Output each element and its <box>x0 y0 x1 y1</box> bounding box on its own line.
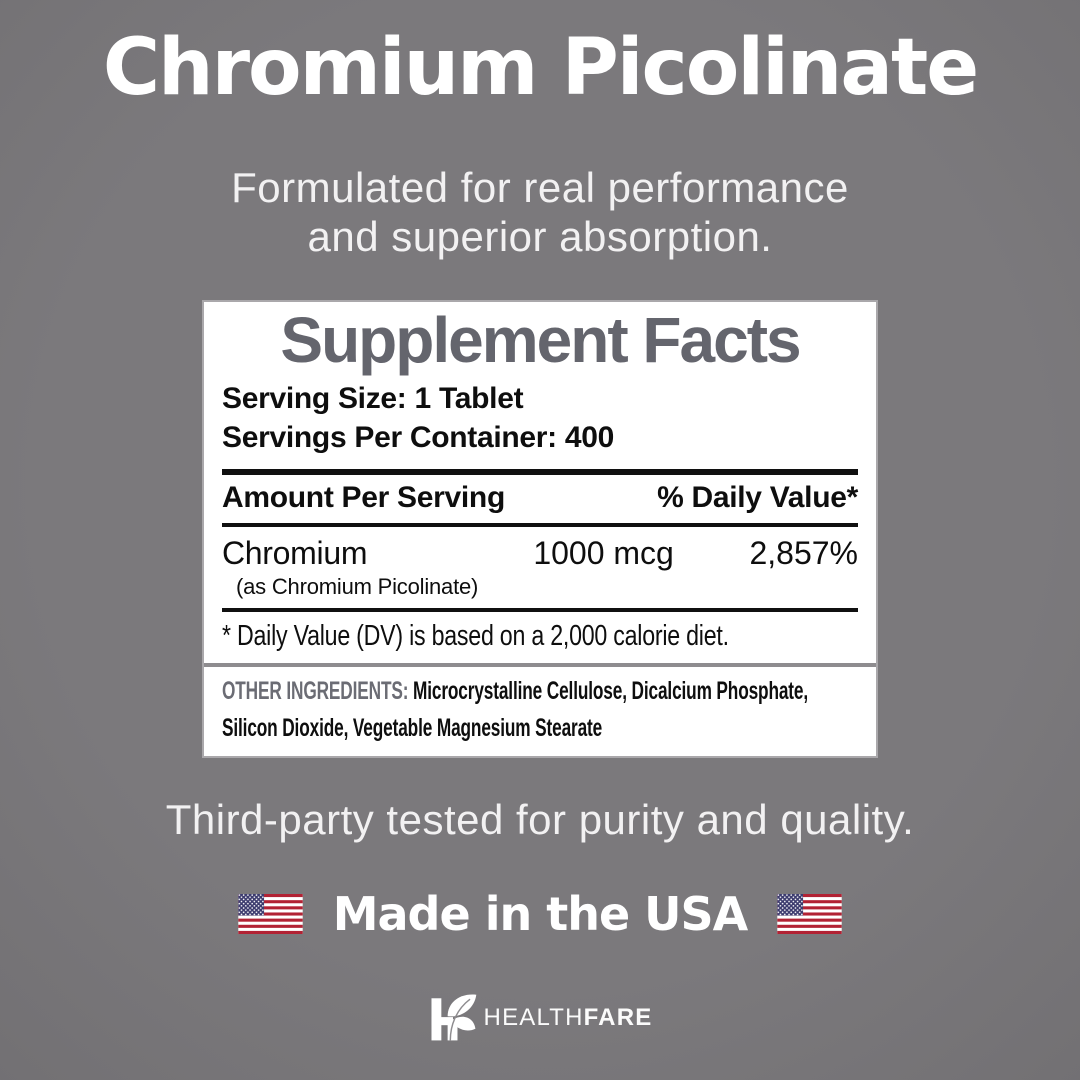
nutrient-daily-value: 2,857% <box>749 535 858 572</box>
brand-logo <box>0 992 1080 1044</box>
brand-name <box>484 1004 653 1032</box>
nutrient-row <box>222 527 858 608</box>
other-ingredients-section <box>204 667 876 756</box>
other-ingredients-label: OTHER INGREDIENTS: <box>222 677 409 706</box>
daily-value-footnote: * Daily Value (DV) is based on a 2,000 calorie diet. <box>222 620 729 653</box>
supplement-facts-title: Supplement Facts <box>280 304 800 376</box>
other-ingredients <box>222 673 858 746</box>
healthfare-logo-icon <box>428 992 478 1044</box>
other-ingredients-text: Microcrystalline Cellulose, Dicalcium Phosphate, Silicon Dioxide, Vegetable Magnesium Stearate <box>222 677 809 742</box>
made-in-usa-row <box>0 884 1080 944</box>
servings-per-container: Servings Per Container: 400 <box>222 421 615 455</box>
daily-value-header: % Daily Value* <box>657 481 858 515</box>
supplement-facts-main <box>204 302 876 663</box>
amount-per-serving-header: Amount Per Serving <box>222 481 505 515</box>
us-flag-icon-left <box>238 894 303 934</box>
serving-size: Serving Size: 1 Tablet <box>222 382 524 416</box>
brand-name-fare: FARE <box>583 1004 653 1031</box>
subtitle-line-2: and superior absorption. <box>307 212 773 260</box>
nutrient-amount: 1000 mcg <box>533 535 674 572</box>
nutrient-name: Chromium <box>222 535 368 572</box>
facts-header-row <box>222 475 858 523</box>
subtitle <box>0 164 1080 261</box>
supplement-facts-panel <box>202 300 878 758</box>
page-title: Chromium Picolinate <box>102 23 978 113</box>
made-in-usa-text: Made in the USA <box>332 887 748 941</box>
us-flag-icon-right <box>777 894 842 934</box>
brand-name-health: HEALTH <box>483 1004 584 1031</box>
nutrient-source: (as Chromium Picolinate) <box>236 574 479 600</box>
tested-line: Third-party tested for purity and quality. <box>165 796 915 843</box>
subtitle-line-1: Formulated for real performance <box>231 164 849 211</box>
